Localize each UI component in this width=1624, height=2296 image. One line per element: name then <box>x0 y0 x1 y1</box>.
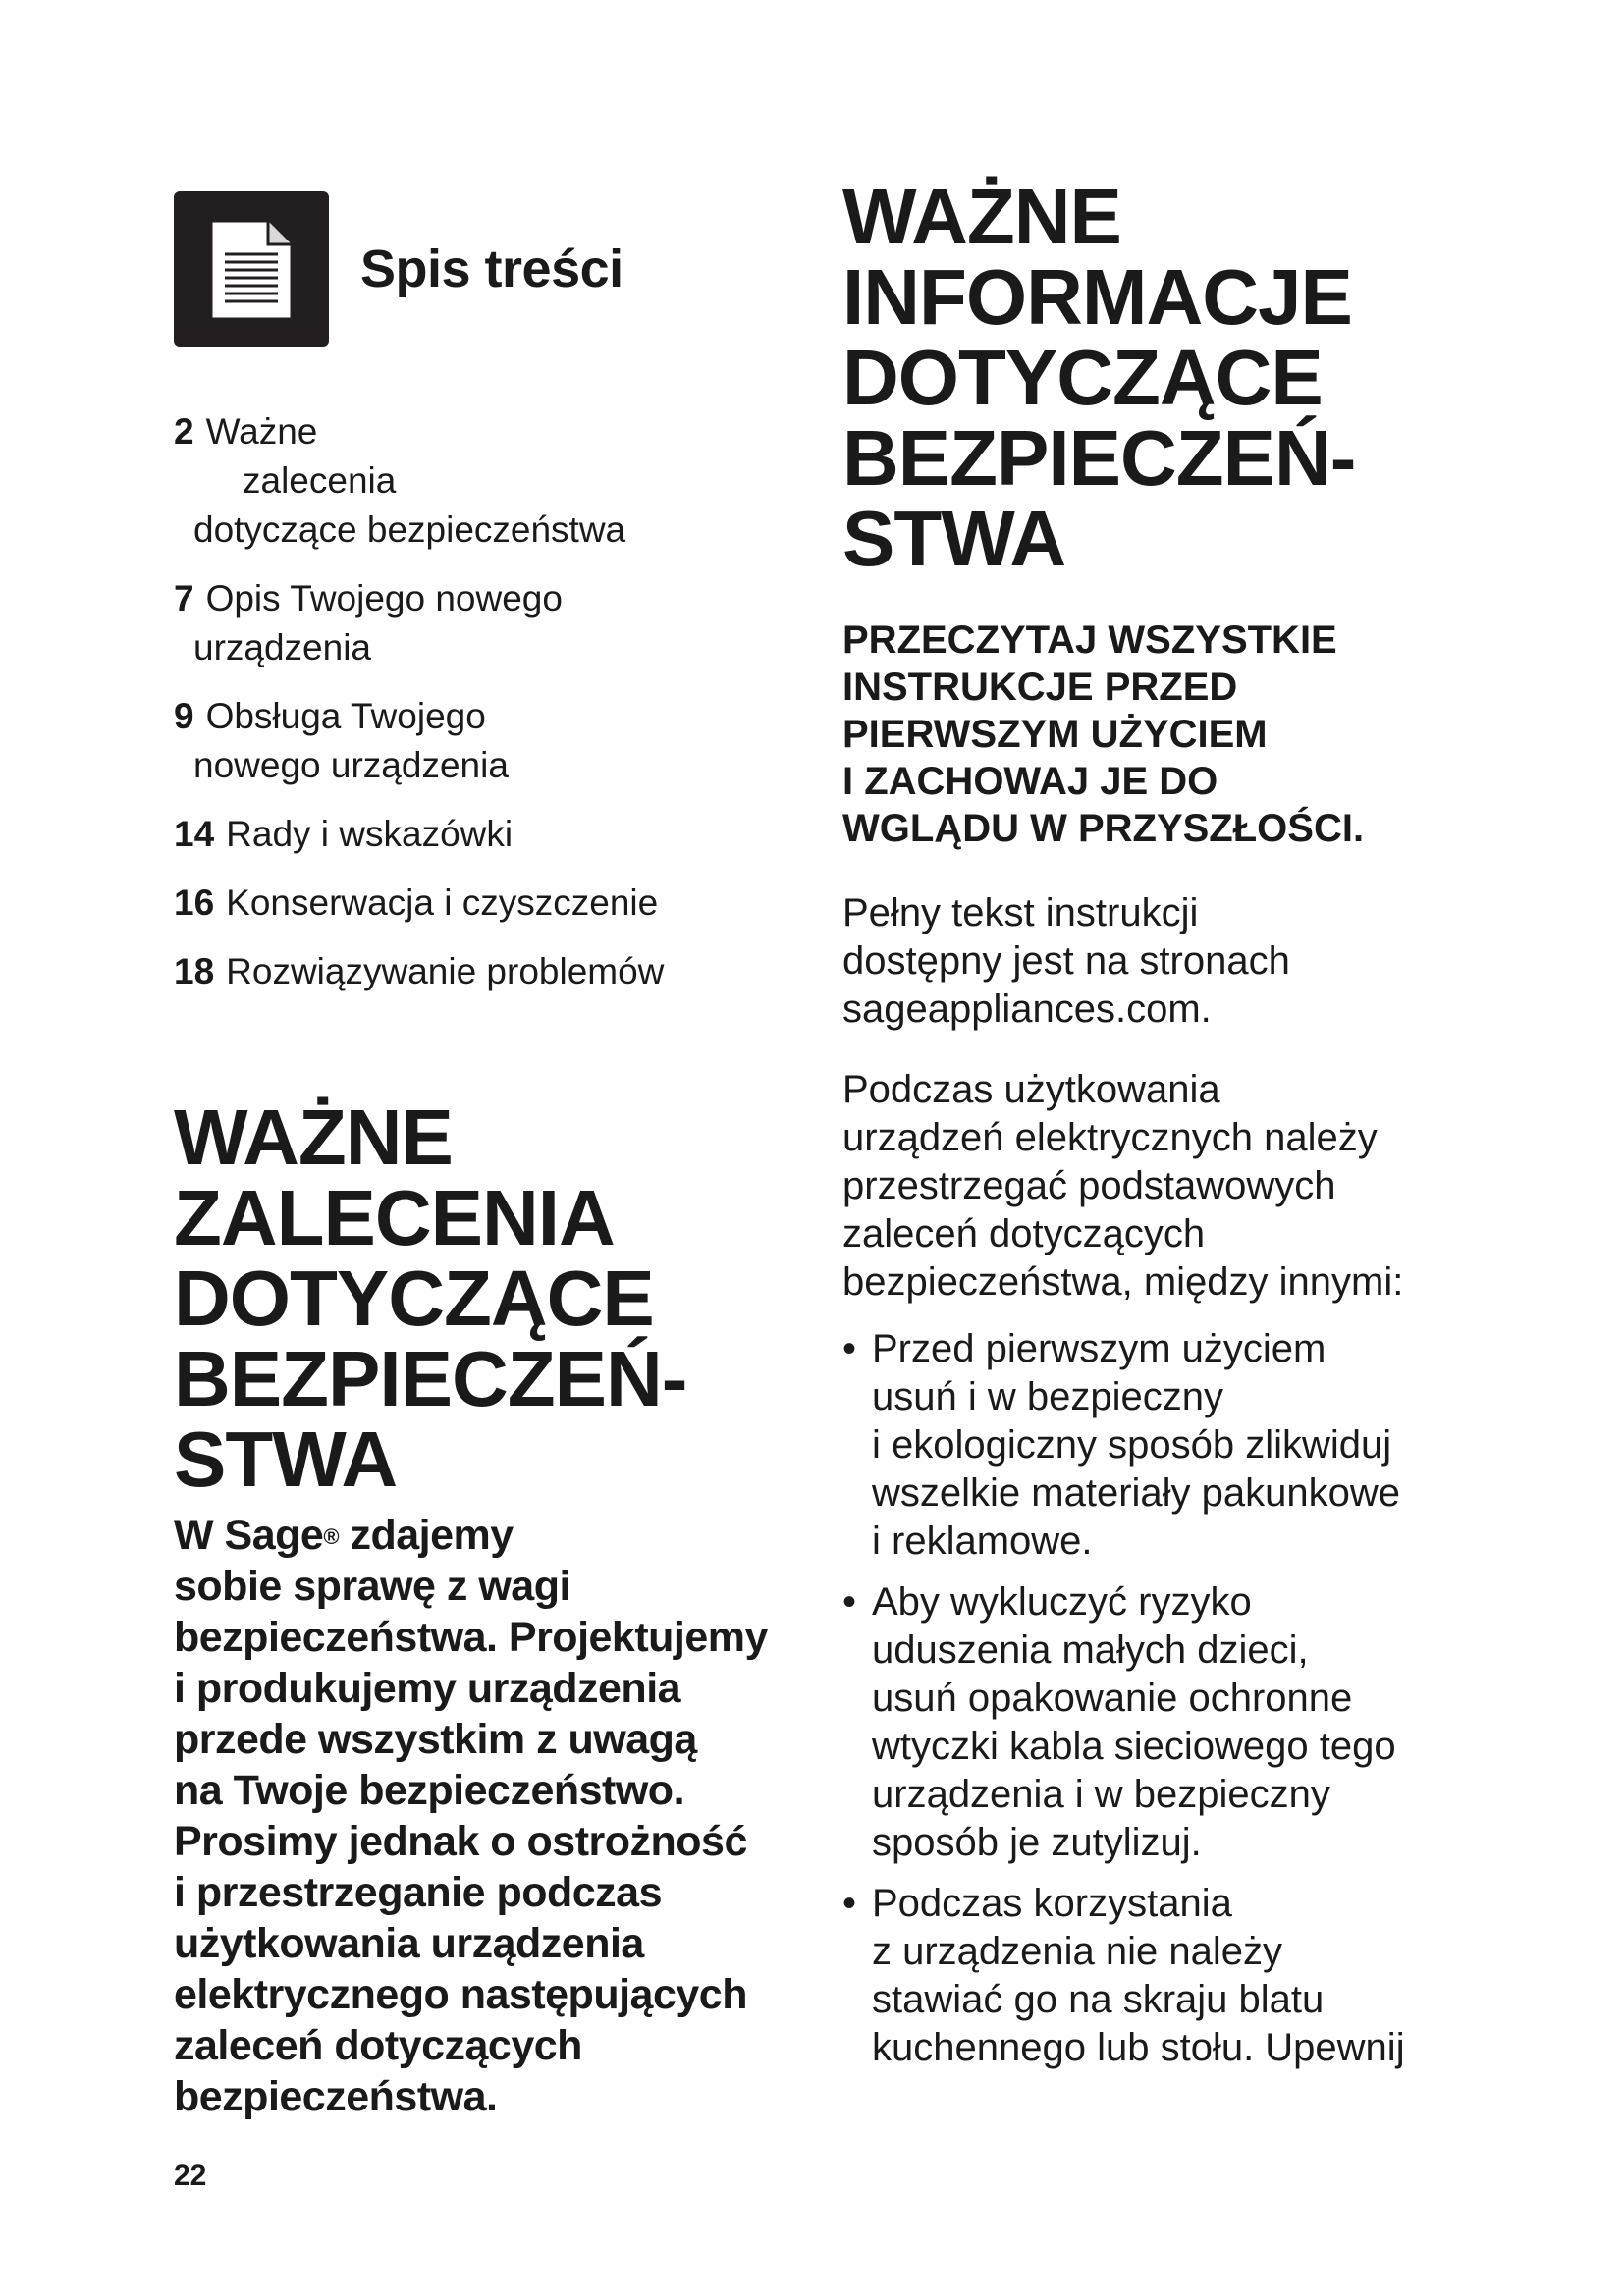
lead-line: zaleceń dotyczących <box>174 2022 582 2069</box>
bullet-line: stawiać go na skraju blatu <box>872 1978 1325 2021</box>
list-item <box>842 1325 1490 1566</box>
lead-text: zdajemy <box>339 1512 514 1559</box>
bullet-line: wtyczki kabla sieciowego tego <box>872 1725 1396 1768</box>
toc-item-number: 14 <box>174 814 215 854</box>
toc-item-number: 9 <box>174 696 194 736</box>
toc-item[interactable] <box>174 407 812 555</box>
safety-lead-paragraph <box>174 1510 812 2122</box>
heading-line: DOTYCZĄCE <box>174 1255 654 1342</box>
toc-title: Spis treści <box>360 240 623 298</box>
paragraph-line: Pełny tekst instrukcji <box>842 891 1199 934</box>
read-instructions-notice <box>842 616 1490 852</box>
basic-precautions-paragraph <box>842 1066 1490 1307</box>
paragraph-line: Podczas użytkowania <box>842 1068 1220 1111</box>
bullet-line: usuń opakowanie ochronne <box>872 1677 1353 1720</box>
heading-line: STWA <box>842 495 1066 582</box>
lead-line: na Twoje bezpieczeństwo. <box>174 1767 685 1814</box>
paragraph-line: dostępny jest na stronach <box>842 939 1290 983</box>
toc-item[interactable] <box>174 810 812 859</box>
bullet-line: i ekologiczny sposób zlikwiduj <box>872 1423 1392 1467</box>
lead-line: użytkowania urządzenia <box>174 1920 644 1967</box>
lead-line: bezpieczeństwa. Projektujemy <box>174 1614 768 1661</box>
lead-line: i przestrzeganie podczas <box>174 1869 662 1916</box>
toc-item-label: Opis Twojego nowego <box>205 578 563 618</box>
toc-item-label: Obsługa Twojego <box>205 696 486 736</box>
heading-line: STWA <box>174 1415 398 1503</box>
bullet-line: • Przed pierwszym użyciem <box>872 1327 1326 1370</box>
website-link[interactable]: sageappliances.com. <box>842 988 1212 1031</box>
bullet-line: z urządzenia nie należy <box>872 1930 1283 1973</box>
notice-line: I ZACHOWAJ JE DO <box>842 760 1218 803</box>
lead-line: sobie sprawę z wagi <box>174 1563 570 1610</box>
toc-header <box>174 191 812 348</box>
toc-item-number: 7 <box>174 578 194 618</box>
toc-item-label: zalecenia <box>243 460 397 501</box>
full-text-paragraph <box>842 889 1490 1034</box>
toc-item[interactable] <box>174 879 812 928</box>
heading-line: BEZPIECZEŃ- <box>842 414 1356 502</box>
heading-line: BEZPIECZEŃ- <box>174 1335 687 1422</box>
safety-heading <box>174 1094 812 1503</box>
registered-mark: ® <box>323 1524 340 1549</box>
toc-item-label: Rozwiązywanie problemów <box>226 951 665 991</box>
toc-item-label: Ważne <box>205 411 318 452</box>
bullet-line: usuń i w bezpieczny <box>872 1375 1223 1418</box>
bullet-line: sposób je zutylizuj. <box>872 1821 1202 1864</box>
lead-line: bezpieczeństwa. <box>174 2073 498 2120</box>
toc-item-number: 18 <box>174 951 215 991</box>
lead-text: W Sage <box>174 1512 324 1559</box>
document-icon <box>174 191 329 347</box>
notice-line: PIERWSZYM UŻYCIEM <box>842 713 1268 756</box>
bullet-line: i reklamowe. <box>872 1520 1093 1563</box>
toc-item-label: Rady i wskazówki <box>226 814 514 854</box>
notice-line: INSTRUKCJE PRZED <box>842 666 1238 709</box>
page-number: 22 <box>174 2160 207 2192</box>
lead-line: Prosimy jednak o ostrożność <box>174 1818 747 1865</box>
bullet-line: • Aby wykluczyć ryzyko <box>872 1580 1252 1624</box>
heading-line: WAŻNE <box>842 173 1121 260</box>
toc-item-label: nowego urządzenia <box>193 745 509 785</box>
info-heading <box>842 173 1490 582</box>
heading-line: DOTYCZĄCE <box>842 334 1323 421</box>
toc-item[interactable] <box>174 574 812 672</box>
toc-item-number: 2 <box>174 411 194 452</box>
heading-line: WAŻNE <box>174 1094 453 1181</box>
lead-line: elektrycznego następujących <box>174 1971 747 2018</box>
paragraph-line: przestrzegać podstawowych <box>842 1164 1336 1207</box>
bullet-line: urządzenia i w bezpieczny <box>872 1773 1330 1816</box>
notice-line: WGLĄDU W PRZYSZŁOŚCI. <box>842 807 1365 850</box>
bullet-line: uduszenia małych dzieci, <box>872 1629 1309 1672</box>
notice-line: PRZECZYTAJ WSZYSTKIE <box>842 618 1337 662</box>
safety-bullet-list <box>842 1325 1490 2085</box>
bullet-line: • Podczas korzystania <box>872 1882 1232 1925</box>
toc-list <box>174 407 812 1016</box>
bullet-line: wszelkie materiały pakunkowe <box>872 1471 1401 1515</box>
heading-line: INFORMACJE <box>842 253 1352 341</box>
lead-line: i produkujemy urządzenia <box>174 1665 681 1712</box>
list-item <box>842 1880 1490 2072</box>
heading-line: ZALECENIA <box>174 1174 615 1261</box>
paragraph-line: bezpieczeństwa, między innymi: <box>842 1260 1404 1304</box>
toc-item-label: urządzenia <box>193 627 372 667</box>
toc-item-label: dotyczące bezpieczeństwa <box>193 509 626 550</box>
bullet-line: kuchennego lub stołu. Upewnij <box>872 2026 1405 2069</box>
paragraph-line: zaleceń dotyczących <box>842 1212 1206 1255</box>
toc-item[interactable] <box>174 947 812 996</box>
toc-item-label: Konserwacja i czyszczenie <box>226 882 659 923</box>
paragraph-line: urządzeń elektrycznych należy <box>842 1116 1378 1159</box>
toc-item-number: 16 <box>174 882 215 923</box>
list-item <box>842 1578 1490 1867</box>
lead-line: przede wszystkim z uwagą <box>174 1716 697 1763</box>
toc-item[interactable] <box>174 692 812 790</box>
